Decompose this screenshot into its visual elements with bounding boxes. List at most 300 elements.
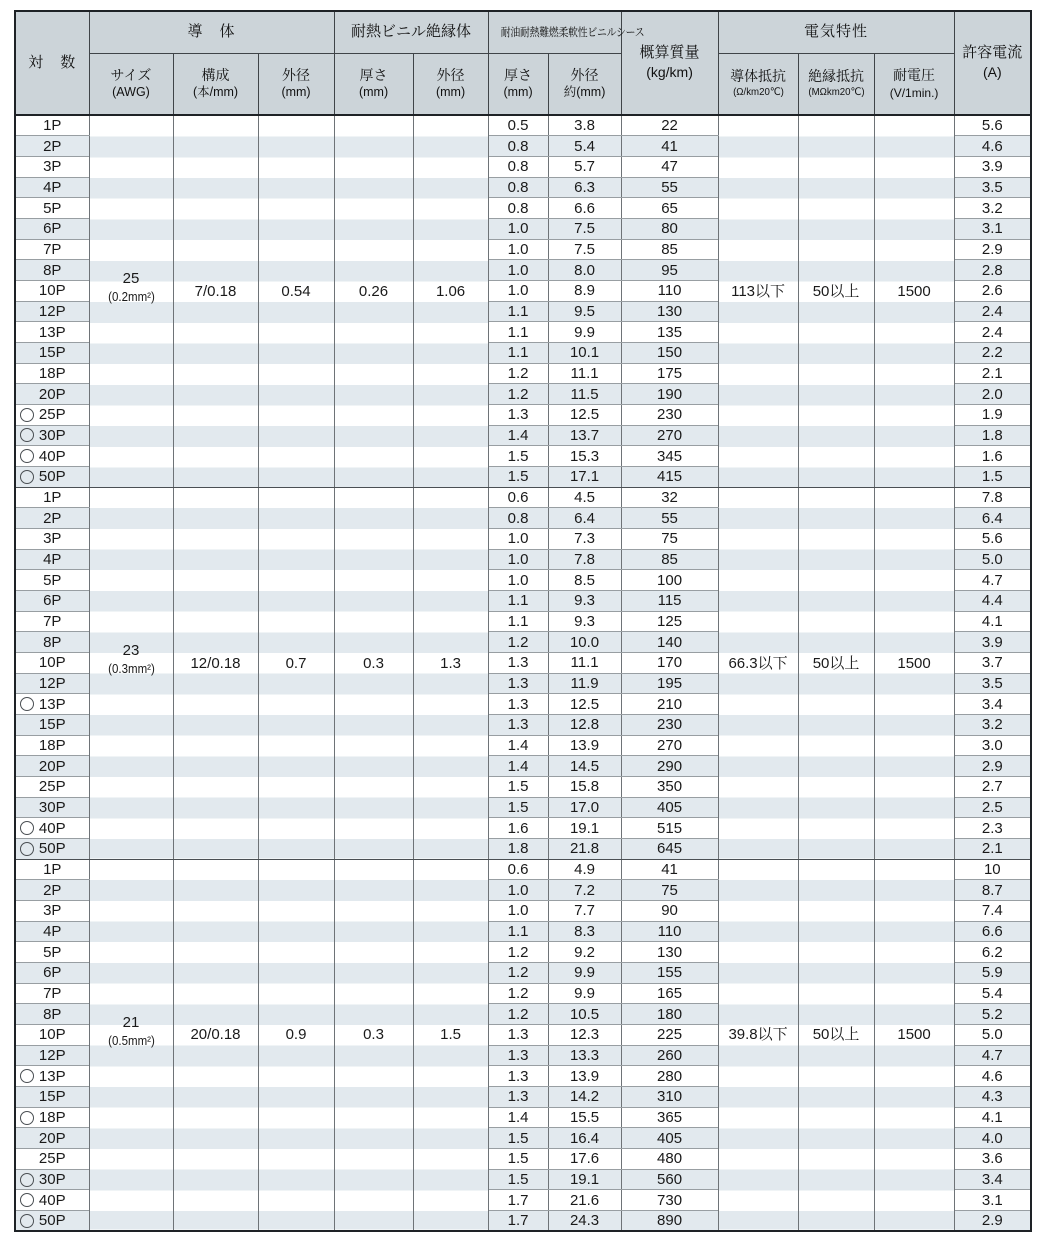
sheath-thickness-cell: 1.2 (488, 632, 548, 653)
pair-count-label: 30P (38, 1171, 66, 1189)
sheath-od-cell: 8.0 (548, 260, 621, 281)
pair-count-cell (15, 611, 89, 632)
mass-cell: 47 (621, 156, 718, 177)
pair-count-label: 40P (38, 447, 66, 465)
pair-count-cell (15, 115, 89, 136)
mass-cell: 365 (621, 1107, 718, 1128)
sheath-thickness-cell: 1.7 (488, 1211, 548, 1232)
pair-count-cell (15, 363, 89, 384)
circle-mark-icon (20, 821, 34, 835)
sheath-od-cell: 12.8 (548, 714, 621, 735)
sheath-od-cell: 13.9 (548, 735, 621, 756)
pair-count-cell (15, 901, 89, 922)
pair-count-label: 2P (43, 881, 62, 899)
mass-cell: 75 (621, 528, 718, 549)
pair-count-label: 1P (43, 117, 62, 135)
pair-count-cell (15, 508, 89, 529)
sheath-od-cell: 17.6 (548, 1149, 621, 1170)
mass-cell: 80 (621, 218, 718, 239)
sheath-thickness-cell: 0.5 (488, 115, 548, 136)
pair-count-label: 25P (38, 778, 66, 796)
conductor-resistance-cell: 66.3以下 (718, 487, 798, 859)
table-body (15, 115, 1031, 1231)
sheath-thickness-cell: 1.1 (488, 590, 548, 611)
mass-cell: 125 (621, 611, 718, 632)
sheath-thickness-cell: 1.5 (488, 1128, 548, 1149)
pair-count-label: 10P (38, 654, 66, 672)
header-mass: 概算質量 (kg/km) (621, 11, 718, 115)
sheath-od-cell: 6.6 (548, 198, 621, 219)
current-cell: 3.2 (954, 198, 1031, 219)
sheath-od-cell: 3.8 (548, 115, 621, 136)
pair-count-cell (15, 528, 89, 549)
pair-count-cell (15, 466, 89, 487)
sheath-od-cell: 10.0 (548, 632, 621, 653)
sheath-thickness-cell: 1.3 (488, 404, 548, 425)
mass-cell: 480 (621, 1149, 718, 1170)
mass-cell: 405 (621, 797, 718, 818)
mass-cell: 130 (621, 942, 718, 963)
table-row (15, 487, 1031, 508)
current-cell: 8.7 (954, 880, 1031, 901)
current-cell: 2.2 (954, 342, 1031, 363)
mass-cell: 150 (621, 342, 718, 363)
pair-count-cell (15, 487, 89, 508)
current-cell: 5.2 (954, 1004, 1031, 1025)
sheath-od-cell: 11.1 (548, 652, 621, 673)
sheath-od-cell: 11.5 (548, 384, 621, 405)
pair-count-label: 20P (38, 385, 66, 403)
conductor-od-cell: 0.54 (258, 115, 334, 487)
pair-count-cell (15, 570, 89, 591)
mass-cell: 140 (621, 632, 718, 653)
voltage-cell: 1500 (874, 487, 954, 859)
insulation-od-cell: 1.06 (413, 115, 488, 487)
sheath-od-cell: 11.1 (548, 363, 621, 384)
sheath-thickness-cell: 1.3 (488, 652, 548, 673)
sheath-thickness-cell: 1.5 (488, 1169, 548, 1190)
current-cell: 2.1 (954, 363, 1031, 384)
header-group-electrical: 電気特性 (718, 11, 954, 53)
current-cell: 5.6 (954, 115, 1031, 136)
pair-count-cell (15, 797, 89, 818)
sheath-od-cell: 21.6 (548, 1190, 621, 1211)
sheath-thickness-cell: 1.2 (488, 363, 548, 384)
pair-count-label: 50P (38, 1212, 66, 1230)
circle-mark-icon (20, 1214, 34, 1228)
pair-count-cell (15, 404, 89, 425)
mass-cell: 730 (621, 1190, 718, 1211)
pair-count-label: 10P (38, 1026, 66, 1044)
sheath-od-cell: 15.5 (548, 1107, 621, 1128)
sheath-thickness-cell: 1.2 (488, 983, 548, 1004)
current-cell: 5.0 (954, 1025, 1031, 1046)
pair-count-label: 4P (43, 178, 62, 196)
pair-count-label: 18P (38, 364, 66, 382)
sheath-thickness-cell: 0.8 (488, 156, 548, 177)
insulation-thickness-cell: 0.3 (334, 487, 413, 859)
current-cell: 3.1 (954, 218, 1031, 239)
pair-count-label: 4P (43, 923, 62, 941)
pair-count-label: 2P (43, 137, 62, 155)
current-cell: 4.4 (954, 590, 1031, 611)
pair-count-label: 6P (43, 592, 62, 610)
current-cell: 2.3 (954, 818, 1031, 839)
pair-count-label: 2P (43, 509, 62, 527)
pair-count-label: 1P (43, 488, 62, 506)
pair-count-label: 15P (38, 344, 66, 362)
sheath-thickness-cell: 1.4 (488, 735, 548, 756)
conductor-od-cell: 0.7 (258, 487, 334, 859)
sheath-od-cell: 15.3 (548, 446, 621, 467)
pair-count-label: 6P (43, 964, 62, 982)
conductor-size-cell: 25 (0.2mm²) (89, 115, 173, 487)
current-cell: 3.9 (954, 156, 1031, 177)
sheath-thickness-cell: 1.5 (488, 466, 548, 487)
mass-cell: 130 (621, 301, 718, 322)
current-cell: 4.0 (954, 1128, 1031, 1149)
insulation-od-cell: 1.5 (413, 859, 488, 1231)
pair-count-cell (15, 1149, 89, 1170)
current-cell: 5.4 (954, 983, 1031, 1004)
circle-mark-icon (20, 449, 34, 463)
pair-count-cell (15, 384, 89, 405)
pair-count-label: 5P (43, 943, 62, 961)
mass-cell: 890 (621, 1211, 718, 1232)
sheath-od-cell: 9.3 (548, 611, 621, 632)
header-size: サイズ (AWG) (89, 53, 173, 115)
circle-mark-icon (20, 1173, 34, 1187)
mass-cell: 290 (621, 756, 718, 777)
pair-count-label: 5P (43, 199, 62, 217)
sheath-thickness-cell: 1.5 (488, 777, 548, 798)
pair-count-cell (15, 777, 89, 798)
conductor-construction-cell: 7/0.18 (173, 115, 258, 487)
sheath-od-cell: 9.9 (548, 322, 621, 343)
pair-count-cell (15, 1107, 89, 1128)
mass-cell: 55 (621, 177, 718, 198)
voltage-cell: 1500 (874, 859, 954, 1231)
sheath-thickness-cell: 1.1 (488, 322, 548, 343)
sheath-thickness-cell: 1.0 (488, 570, 548, 591)
current-cell: 6.2 (954, 942, 1031, 963)
current-cell: 3.2 (954, 714, 1031, 735)
sheath-thickness-cell: 0.8 (488, 198, 548, 219)
current-cell: 3.1 (954, 1190, 1031, 1211)
mass-cell: 100 (621, 570, 718, 591)
current-cell: 4.3 (954, 1087, 1031, 1108)
mass-cell: 260 (621, 1045, 718, 1066)
sheath-thickness-cell: 1.0 (488, 218, 548, 239)
sheath-thickness-cell: 1.1 (488, 342, 548, 363)
sheath-od-cell: 7.5 (548, 218, 621, 239)
header-resistance: 導体抵抗 (Ω/km20℃) (718, 53, 798, 115)
current-cell: 2.9 (954, 756, 1031, 777)
mass-cell: 55 (621, 508, 718, 529)
sheath-thickness-cell: 1.3 (488, 673, 548, 694)
mass-cell: 310 (621, 1087, 718, 1108)
sheath-od-cell: 4.5 (548, 487, 621, 508)
sheath-od-cell: 14.2 (548, 1087, 621, 1108)
current-cell: 2.1 (954, 839, 1031, 860)
mass-cell: 41 (621, 859, 718, 880)
sheath-thickness-cell: 1.3 (488, 1087, 548, 1108)
sheath-thickness-cell: 1.0 (488, 239, 548, 260)
pair-count-cell (15, 673, 89, 694)
pair-count-label: 30P (38, 799, 66, 816)
sheath-thickness-cell: 1.2 (488, 942, 548, 963)
pair-count-cell (15, 1025, 89, 1046)
pair-count-cell (15, 446, 89, 467)
header-sheath-od: 外径 約(mm) (548, 53, 621, 115)
circle-mark-icon (20, 842, 34, 856)
mass-cell: 560 (621, 1169, 718, 1190)
sheath-thickness-cell: 1.0 (488, 880, 548, 901)
sheath-od-cell: 7.5 (548, 239, 621, 260)
insulation-resistance-cell: 50以上 (798, 487, 874, 859)
sheath-od-cell: 8.5 (548, 570, 621, 591)
pair-count-cell (15, 156, 89, 177)
mass-cell: 22 (621, 115, 718, 136)
sheath-thickness-cell: 1.3 (488, 714, 548, 735)
current-cell: 1.8 (954, 425, 1031, 446)
insulation-resistance-cell: 50以上 (798, 859, 874, 1231)
current-cell: 3.4 (954, 694, 1031, 715)
table-row (15, 859, 1031, 880)
current-cell: 1.9 (954, 404, 1031, 425)
sheath-od-cell: 4.9 (548, 859, 621, 880)
pair-count-cell (15, 239, 89, 260)
pair-count-cell (15, 260, 89, 281)
mass-cell: 90 (621, 901, 718, 922)
sheath-od-cell: 6.4 (548, 508, 621, 529)
spec-table-sheet (14, 10, 1030, 1232)
insulation-thickness-cell: 0.3 (334, 859, 413, 1231)
pair-count-label: 5P (43, 571, 62, 589)
mass-cell: 115 (621, 590, 718, 611)
header-group-insulation: 耐熱ビニル絶縁体 (334, 11, 488, 53)
header-sheath-thickness: 厚さ (mm) (488, 53, 548, 115)
current-cell: 4.7 (954, 1045, 1031, 1066)
current-cell: 1.6 (954, 446, 1031, 467)
sheath-thickness-cell: 1.1 (488, 611, 548, 632)
current-cell: 4.6 (954, 136, 1031, 157)
sheath-thickness-cell: 1.1 (488, 921, 548, 942)
sheath-thickness-cell: 1.0 (488, 528, 548, 549)
mass-cell: 85 (621, 239, 718, 260)
sheath-od-cell: 7.8 (548, 549, 621, 570)
sheath-thickness-cell: 0.8 (488, 177, 548, 198)
sheath-od-cell: 13.7 (548, 425, 621, 446)
pair-count-label: 10P (38, 282, 66, 300)
current-cell: 3.7 (954, 652, 1031, 673)
header-voltage: 耐電圧 (V/1min.) (874, 53, 954, 115)
pair-count-label: 4P (43, 550, 62, 568)
sheath-od-cell: 24.3 (548, 1211, 621, 1232)
sheath-od-cell: 7.3 (548, 528, 621, 549)
mass-cell: 41 (621, 136, 718, 157)
sheath-od-cell: 9.2 (548, 942, 621, 963)
insulation-thickness-cell: 0.26 (334, 115, 413, 487)
sheath-thickness-cell: 1.5 (488, 446, 548, 467)
current-cell: 3.4 (954, 1169, 1031, 1190)
mass-cell: 32 (621, 487, 718, 508)
current-cell: 7.8 (954, 487, 1031, 508)
pair-count-label: 18P (38, 736, 66, 754)
mass-cell: 230 (621, 404, 718, 425)
sheath-thickness-cell: 1.1 (488, 301, 548, 322)
pair-count-cell (15, 818, 89, 839)
pair-count-cell (15, 549, 89, 570)
pair-count-cell (15, 735, 89, 756)
pair-count-cell (15, 280, 89, 301)
sheath-thickness-cell: 1.4 (488, 1107, 548, 1128)
pair-count-label: 7P (43, 612, 62, 630)
sheath-thickness-cell: 1.0 (488, 901, 548, 922)
sheath-thickness-cell: 1.2 (488, 963, 548, 984)
pair-count-cell (15, 301, 89, 322)
current-cell: 7.4 (954, 901, 1031, 922)
header-construction: 構成 (本/mm) (173, 53, 258, 115)
pair-count-cell (15, 322, 89, 343)
current-cell: 6.4 (954, 508, 1031, 529)
cable-spec-table (14, 10, 1032, 1232)
sheath-od-cell: 10.1 (548, 342, 621, 363)
mass-cell: 170 (621, 652, 718, 673)
pair-count-label: 15P (38, 716, 66, 734)
mass-cell: 225 (621, 1025, 718, 1046)
sheath-thickness-cell: 0.6 (488, 487, 548, 508)
current-cell: 2.8 (954, 260, 1031, 281)
mass-cell: 270 (621, 735, 718, 756)
conductor-resistance-cell: 113以下 (718, 115, 798, 487)
sheath-thickness-cell: 1.2 (488, 1004, 548, 1025)
header-ins-resistance: 絶縁抵抗 (MΩkm20℃) (798, 53, 874, 115)
mass-cell: 75 (621, 880, 718, 901)
pair-count-label: 3P (43, 158, 62, 176)
current-cell: 1.5 (954, 466, 1031, 487)
pair-count-label: 12P (38, 674, 66, 692)
current-cell: 6.6 (954, 921, 1031, 942)
current-cell: 3.5 (954, 177, 1031, 198)
current-cell: 10 (954, 859, 1031, 880)
sheath-od-cell: 7.2 (548, 880, 621, 901)
pair-count-cell (15, 218, 89, 239)
pair-count-cell (15, 839, 89, 860)
sheath-od-cell: 13.3 (548, 1045, 621, 1066)
pair-count-cell (15, 342, 89, 363)
sheath-thickness-cell: 0.6 (488, 859, 548, 880)
pair-count-label: 7P (43, 240, 62, 258)
insulation-od-cell: 1.3 (413, 487, 488, 859)
pair-count-label: 20P (38, 757, 66, 775)
pair-count-cell (15, 1004, 89, 1025)
pair-count-label: 12P (38, 1047, 66, 1065)
mass-cell: 405 (621, 1128, 718, 1149)
current-cell: 5.9 (954, 963, 1031, 984)
sheath-thickness-cell: 1.7 (488, 1190, 548, 1211)
sheath-od-cell: 9.9 (548, 963, 621, 984)
pair-count-label: 15P (38, 1088, 66, 1106)
pair-count-cell (15, 1045, 89, 1066)
current-cell: 4.6 (954, 1066, 1031, 1087)
mass-cell: 110 (621, 280, 718, 301)
sheath-od-cell: 10.5 (548, 1004, 621, 1025)
mass-cell: 110 (621, 921, 718, 942)
current-cell: 3.9 (954, 632, 1031, 653)
pair-count-cell (15, 859, 89, 880)
pair-count-label: 50P (38, 468, 66, 486)
pair-count-label: 13P (38, 1067, 66, 1085)
sheath-thickness-cell: 1.0 (488, 280, 548, 301)
circle-mark-icon (20, 697, 34, 711)
pair-count-label: 12P (38, 302, 66, 320)
pair-count-label: 40P (38, 1191, 66, 1209)
current-cell: 2.7 (954, 777, 1031, 798)
mass-cell: 175 (621, 363, 718, 384)
sheath-od-cell: 21.8 (548, 839, 621, 860)
pair-count-label: 50P (38, 840, 66, 858)
sheath-thickness-cell: 1.0 (488, 549, 548, 570)
pair-count-label: 6P (43, 220, 62, 238)
sheath-od-cell: 8.3 (548, 921, 621, 942)
pair-count-cell (15, 1066, 89, 1087)
pair-count-label: 3P (43, 530, 62, 548)
sheath-thickness-cell: 1.5 (488, 1149, 548, 1170)
header-ins-thickness: 厚さ (mm) (334, 53, 413, 115)
pair-count-cell (15, 694, 89, 715)
sheath-od-cell: 5.4 (548, 136, 621, 157)
mass-cell: 515 (621, 818, 718, 839)
sheath-od-cell: 9.5 (548, 301, 621, 322)
sheath-od-cell: 15.8 (548, 777, 621, 798)
pair-count-label: 8P (43, 261, 62, 279)
pair-count-cell (15, 1211, 89, 1232)
pair-count-cell (15, 632, 89, 653)
header-ins-od: 外径 (mm) (413, 53, 488, 115)
circle-mark-icon (20, 1111, 34, 1125)
mass-cell: 195 (621, 673, 718, 694)
mass-cell: 345 (621, 446, 718, 467)
current-cell: 2.9 (954, 1211, 1031, 1232)
current-cell: 4.7 (954, 570, 1031, 591)
pair-count-cell (15, 1128, 89, 1149)
header-current: 許容電流 (A) (954, 11, 1031, 115)
current-cell: 3.6 (954, 1149, 1031, 1170)
voltage-cell: 1500 (874, 115, 954, 487)
mass-cell: 155 (621, 963, 718, 984)
pair-count-label: 30P (38, 426, 66, 444)
table-row (15, 115, 1031, 136)
mass-cell: 180 (621, 1004, 718, 1025)
sheath-od-cell: 11.9 (548, 673, 621, 694)
mass-cell: 270 (621, 425, 718, 446)
pair-count-label: 3P (43, 902, 62, 920)
conductor-size-cell: 23 (0.3mm²) (89, 487, 173, 859)
pair-count-cell (15, 880, 89, 901)
pair-count-label: 18P (38, 1109, 66, 1127)
current-cell: 2.5 (954, 797, 1031, 818)
mass-cell: 190 (621, 384, 718, 405)
mass-cell: 645 (621, 839, 718, 860)
current-cell: 2.0 (954, 384, 1031, 405)
mass-cell: 165 (621, 983, 718, 1004)
current-cell: 4.1 (954, 1107, 1031, 1128)
circle-mark-icon (20, 408, 34, 422)
sheath-od-cell: 6.3 (548, 177, 621, 198)
mass-cell: 85 (621, 549, 718, 570)
pair-count-label: 25P (38, 406, 66, 424)
